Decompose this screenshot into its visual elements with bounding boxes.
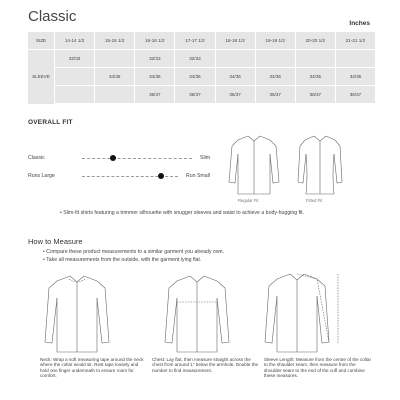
sleeve-row bbox=[28, 86, 376, 104]
sleeve-measure-shirt-icon bbox=[260, 268, 344, 356]
sleeve-cell: 32/33 bbox=[175, 50, 215, 68]
size-slider-left-label: Runs Large bbox=[28, 173, 55, 179]
measure-bullet-text: Compare these product measurements to a similar garment you already own. bbox=[46, 249, 224, 255]
sleeve-cell: 34/35 bbox=[175, 68, 215, 86]
fit-note bbox=[60, 210, 390, 216]
neck-measure-shirt-icon bbox=[40, 272, 114, 354]
chest-instructions: Chest: Lay flat, then measure straight across the chest from around 1" below the armhole. Double the number to find measurement. bbox=[152, 357, 259, 373]
sleeve-cell: 34/35 bbox=[335, 68, 375, 86]
sleeve-cell: 36/37 bbox=[175, 86, 215, 104]
size-slider-right-label: Run Small bbox=[186, 173, 210, 179]
size-cell: 18-18 1/2 bbox=[215, 32, 255, 50]
sleeve-cell bbox=[215, 50, 255, 68]
bullet-dot-icon: • bbox=[60, 210, 62, 216]
sleeve-cell: 34/35 bbox=[295, 68, 335, 86]
fitted-fit-shirt-icon bbox=[292, 132, 348, 196]
size-cell: 14-14 1/2 bbox=[55, 32, 95, 50]
fit-slider-track bbox=[82, 158, 192, 159]
how-to-measure-heading: How to Measure bbox=[28, 237, 83, 246]
bullet-dot-icon: • bbox=[43, 249, 45, 255]
sleeve-cell: 34/35 bbox=[215, 68, 255, 86]
fitted-fit-caption: Fitted Fit bbox=[306, 198, 323, 203]
sleeve-cell bbox=[95, 86, 135, 104]
size-cell: 20-20 1/2 bbox=[295, 32, 335, 50]
regular-fit-caption: Regular Fit bbox=[238, 198, 259, 203]
sleeve-cell: 36/37 bbox=[335, 86, 375, 104]
sleeve-cell: 36/37 bbox=[255, 86, 295, 104]
sleeve-cell bbox=[55, 68, 95, 86]
sleeve-cell: 36/37 bbox=[295, 86, 335, 104]
size-cell: 15-15 1/2 bbox=[95, 32, 135, 50]
overall-fit-heading: OVERALL FIT bbox=[28, 119, 73, 126]
fit-note-text: Slim-fit shirts featuring a trimmer silhouette with snugger sleeves and waist to achieve a body-hugging fit. bbox=[63, 210, 305, 216]
sleeve-cell: 34/35 bbox=[95, 68, 135, 86]
fit-slider-right-label: Slim bbox=[200, 155, 211, 161]
measure-bullet-text: Take all measurements from the outside, with the garment lying flat. bbox=[46, 257, 202, 263]
sleeve-row bbox=[28, 50, 376, 68]
sleeve-instructions: Sleeve Length: Measure from the centre of the collar to the shoulder seam, then measure from the shoulder seam to the end of the cuff and combine these measures. bbox=[264, 357, 371, 379]
sleeve-cell: 34/35 bbox=[255, 68, 295, 86]
sleeve-cell bbox=[255, 50, 295, 68]
sleeve-cell: 32/33 bbox=[55, 50, 95, 68]
size-cell: 19-19 1/2 bbox=[255, 32, 295, 50]
sleeve-cell bbox=[55, 86, 95, 104]
fit-slider-indicator bbox=[110, 155, 116, 161]
size-cell: 16-16 1/2 bbox=[135, 32, 175, 50]
sleeve-cell: 34/35 bbox=[135, 68, 175, 86]
bullet-dot-icon: • bbox=[43, 257, 45, 263]
size-slider-indicator bbox=[158, 173, 164, 179]
sleeve-cell: 36/37 bbox=[215, 86, 255, 104]
neck-instructions: Neck: Wrap a soft measuring tape around the neck where the collar would sit. Rest tape loosely and hold one finger underneath to ensure room for comfort. bbox=[40, 357, 144, 379]
fit-slider-left-label: Classic bbox=[28, 155, 45, 161]
sleeve-cell bbox=[295, 50, 335, 68]
measure-bullet bbox=[43, 249, 383, 255]
size-cell: 17-17 1/2 bbox=[175, 32, 215, 50]
sleeve-row bbox=[28, 68, 376, 86]
sleeve-cell bbox=[335, 50, 375, 68]
page-title: Classic bbox=[28, 8, 77, 25]
size-chart-table bbox=[28, 32, 376, 104]
size-header-row bbox=[28, 32, 376, 50]
sleeve-cell: 36/37 bbox=[135, 86, 175, 104]
sleeve-cell bbox=[95, 50, 135, 68]
sleeve-row-label: SLEEVE bbox=[28, 50, 55, 104]
units-label: Inches bbox=[349, 20, 370, 27]
measure-bullet bbox=[43, 257, 383, 263]
chest-measure-shirt-icon bbox=[160, 272, 234, 354]
sleeve-cell: 32/33 bbox=[135, 50, 175, 68]
size-cell: 21-21 1/2 bbox=[335, 32, 375, 50]
size-row-label: SIZE bbox=[28, 32, 55, 50]
regular-fit-shirt-icon bbox=[226, 132, 282, 196]
